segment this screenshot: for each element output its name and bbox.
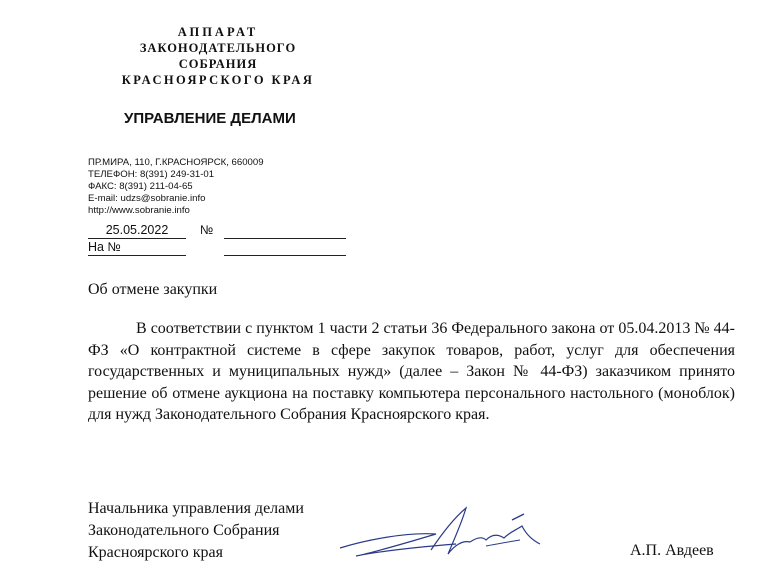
signatory-title-line-1: Начальника управления делами [88,500,304,517]
signatory-title-line-3: Красноярского края [88,544,223,561]
org-line-2: ЗАКОНОДАТЕЛЬНОГО СОБРАНИЯ [139,41,297,71]
org-line-3: КРАСНОЯРСКОГО КРАЯ [121,73,315,87]
letter-subject: Об отмене закупки [88,281,218,298]
address: ПР.МИРА, 110, Г.КРАСНОЯРСК, 660009 [88,157,264,168]
signatory-title-line-2: Законодательного Собрания [88,522,280,539]
org-line-1: АППАРАТ [177,25,259,39]
contact-block [88,157,264,217]
letter-date: 25.05.2022 [88,222,186,239]
reply-to-label: На № [88,239,186,256]
reply-to-line [88,239,348,257]
email: E-mail: udzs@sobranie.info [88,193,206,204]
number-label: № [200,223,214,237]
handwritten-signature [336,500,556,570]
signatory-title [88,498,304,564]
phone: ТЕЛЕФОН: 8(391) 249-31-01 [88,169,215,180]
organization-header [100,24,336,88]
reply-to-field-line [224,255,346,256]
website: http://www.sobranie.info [88,205,190,216]
signatory-name: А.П. Авдеев [630,542,714,559]
department-title: УПРАВЛЕНИЕ ДЕЛАМИ [124,110,296,127]
fax: ФАКС: 8(391) 211-04-65 [88,181,193,192]
letter-body: В соответствии с пунктом 1 части 2 статьи 36 Федерального закона от 05.04.2013 № 44-ФЗ «О контрактной системе в сфере закупок товаров, работ, услуг для обеспечения государственных и муниципальных нужд» (далее – Закон № 44-ФЗ) заказчиком принято решение об отмене аукциона на поставку компьютера персонального настольного (моноблок) для нужд Законодательного Собрания Красноярского края. [88,320,735,424]
